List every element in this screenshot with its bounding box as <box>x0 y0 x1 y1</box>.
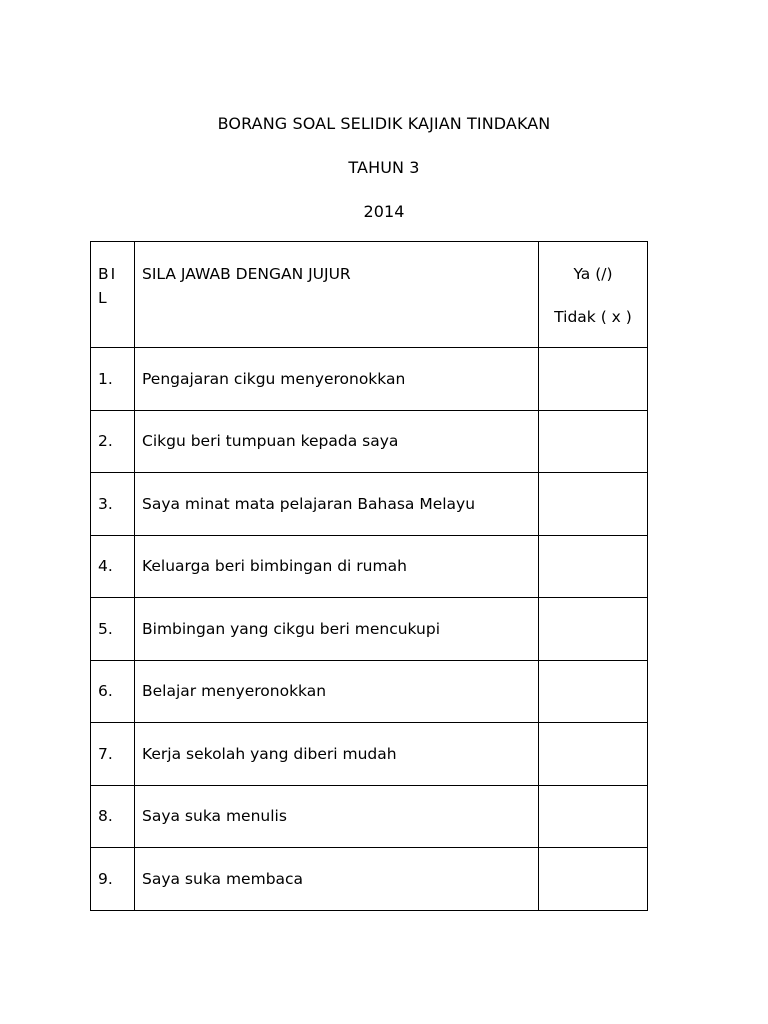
table-row <box>91 785 648 848</box>
row-question: Saya minat mata pelajaran Bahasa Melayu <box>135 473 539 536</box>
row-number: 4. <box>91 535 135 598</box>
answer-cell[interactable] <box>539 473 648 536</box>
document-year: 2014 <box>363 202 405 221</box>
answer-header <box>539 242 648 348</box>
answer-cell[interactable] <box>539 848 648 911</box>
answer-cell[interactable] <box>539 785 648 848</box>
table-row <box>91 410 648 473</box>
row-number: 1. <box>91 348 135 411</box>
answer-yes-label: Ya (/) <box>573 265 613 283</box>
answer-cell[interactable] <box>539 348 648 411</box>
row-number: 3. <box>91 473 135 536</box>
answer-cell[interactable] <box>539 598 648 661</box>
row-question: Saya suka membaca <box>135 848 539 911</box>
survey-table <box>90 241 648 911</box>
answer-no-label: Tidak ( x ) <box>554 308 632 326</box>
row-question: Cikgu beri tumpuan kepada saya <box>135 410 539 473</box>
row-question: Belajar menyeronokkan <box>135 660 539 723</box>
table-row <box>91 535 648 598</box>
row-number: 8. <box>91 785 135 848</box>
bil-header-line1: BI <box>98 265 118 283</box>
row-question: Bimbingan yang cikgu beri mencukupi <box>135 598 539 661</box>
question-header: SILA JAWAB DENGAN JUJUR <box>135 242 539 348</box>
table-row <box>91 660 648 723</box>
row-question: Kerja sekolah yang diberi mudah <box>135 723 539 786</box>
document-title: BORANG SOAL SELIDIK KAJIAN TINDAKAN <box>217 114 551 133</box>
answer-cell[interactable] <box>539 660 648 723</box>
table-row <box>91 723 648 786</box>
row-number: 5. <box>91 598 135 661</box>
bil-header-line2: L <box>98 289 109 307</box>
table-row <box>91 598 648 661</box>
table-row <box>91 348 648 411</box>
document-subtitle: TAHUN 3 <box>348 158 420 177</box>
row-question: Keluarga beri bimbingan di rumah <box>135 535 539 598</box>
table-header-row <box>91 242 648 348</box>
answer-cell[interactable] <box>539 723 648 786</box>
table-row <box>91 473 648 536</box>
row-number: 6. <box>91 660 135 723</box>
row-question: Pengajaran cikgu menyeronokkan <box>135 348 539 411</box>
answer-cell[interactable] <box>539 535 648 598</box>
row-number: 9. <box>91 848 135 911</box>
answer-cell[interactable] <box>539 410 648 473</box>
row-number: 7. <box>91 723 135 786</box>
row-number: 2. <box>91 410 135 473</box>
row-question: Saya suka menulis <box>135 785 539 848</box>
table-row <box>91 848 648 911</box>
bil-header <box>91 242 135 348</box>
